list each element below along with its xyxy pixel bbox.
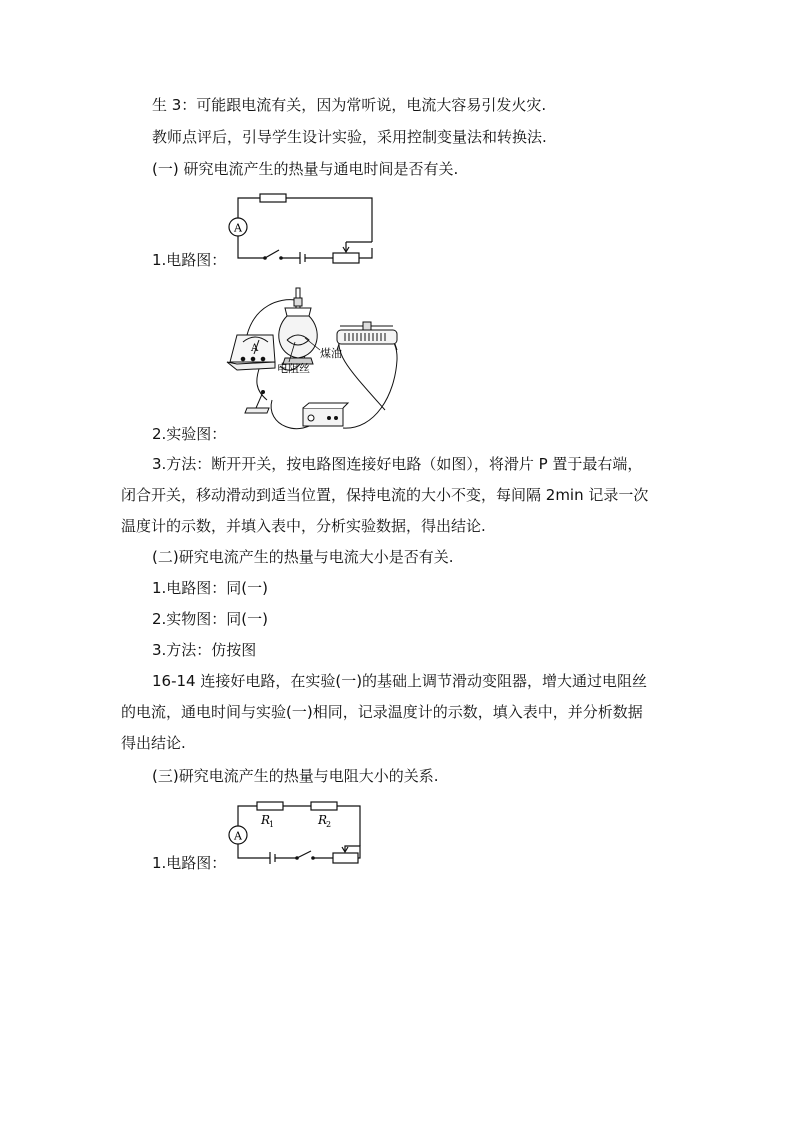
r1-subscript: 1 bbox=[269, 820, 275, 829]
text-line: 得出结论. bbox=[121, 734, 186, 752]
text-line: 3.方法：断开开关，按电路图连接好电路（如图），将滑片 P 置于最右端， bbox=[152, 455, 643, 473]
text-line: 16-14 连接好电路，在实验(一)的基础上调节滑动变阻器，增大通过电阻丝 bbox=[152, 672, 648, 690]
text-line: 1.电路图：同(一) bbox=[152, 579, 269, 597]
resistor-r2 bbox=[311, 802, 337, 810]
ammeter-label: A bbox=[234, 221, 242, 235]
text-line: 2.实验图： bbox=[152, 425, 227, 443]
apparatus-ammeter-label: A bbox=[251, 343, 259, 354]
rheostat bbox=[333, 853, 358, 863]
power-supply bbox=[303, 403, 348, 426]
circuit-diagram-1 bbox=[225, 190, 380, 265]
circuit-diagram-3 bbox=[225, 796, 370, 871]
heating-flask bbox=[279, 288, 317, 364]
experiment-apparatus-figure bbox=[225, 280, 410, 442]
text-line: 闭合开关，移动滑动到适当位置，保持电流的大小不变，每间隔 2min 记录一次 bbox=[121, 486, 649, 504]
section-heading: (一) 研究电流产生的热量与通电时间是否有关. bbox=[152, 160, 459, 178]
r2-subscript: 2 bbox=[326, 820, 332, 829]
r1-label: R bbox=[261, 813, 271, 827]
oil-label: 煤油 bbox=[320, 347, 342, 360]
switch-device bbox=[245, 391, 269, 414]
text-line: 温度计的示数，并填入表中，分析实验数据，得出结论. bbox=[121, 517, 486, 535]
ammeter-label: A bbox=[234, 829, 242, 843]
resistor bbox=[260, 194, 286, 202]
section-heading: (三)研究电流产生的热量与电阻大小的关系. bbox=[152, 767, 439, 785]
text-line: 3.方法：仿按图 bbox=[152, 641, 257, 659]
text-line: 1.电路图： bbox=[152, 251, 227, 269]
text-line: 1.电路图： bbox=[152, 854, 227, 872]
text-line: 的电流，通电时间与实验(一)相同，记录温度计的示数，填入表中，并分析数据 bbox=[121, 703, 643, 721]
text-line: 生 3：可能跟电流有关，因为常听说，电流大容易引发火灾. bbox=[152, 96, 547, 114]
rheostat bbox=[333, 253, 359, 263]
resistor-r1 bbox=[257, 802, 283, 810]
sliding-rheostat bbox=[337, 322, 397, 350]
r2-label: R bbox=[318, 813, 328, 827]
text-line: 2.实物图：同(一) bbox=[152, 610, 269, 628]
section-heading: (二)研究电流产生的热量与电流大小是否有关. bbox=[152, 548, 454, 566]
resistance-wire-label: 电阻丝 bbox=[277, 362, 310, 375]
text-line: 教师点评后，引导学生设计实验，采用控制变量法和转换法. bbox=[152, 128, 547, 146]
